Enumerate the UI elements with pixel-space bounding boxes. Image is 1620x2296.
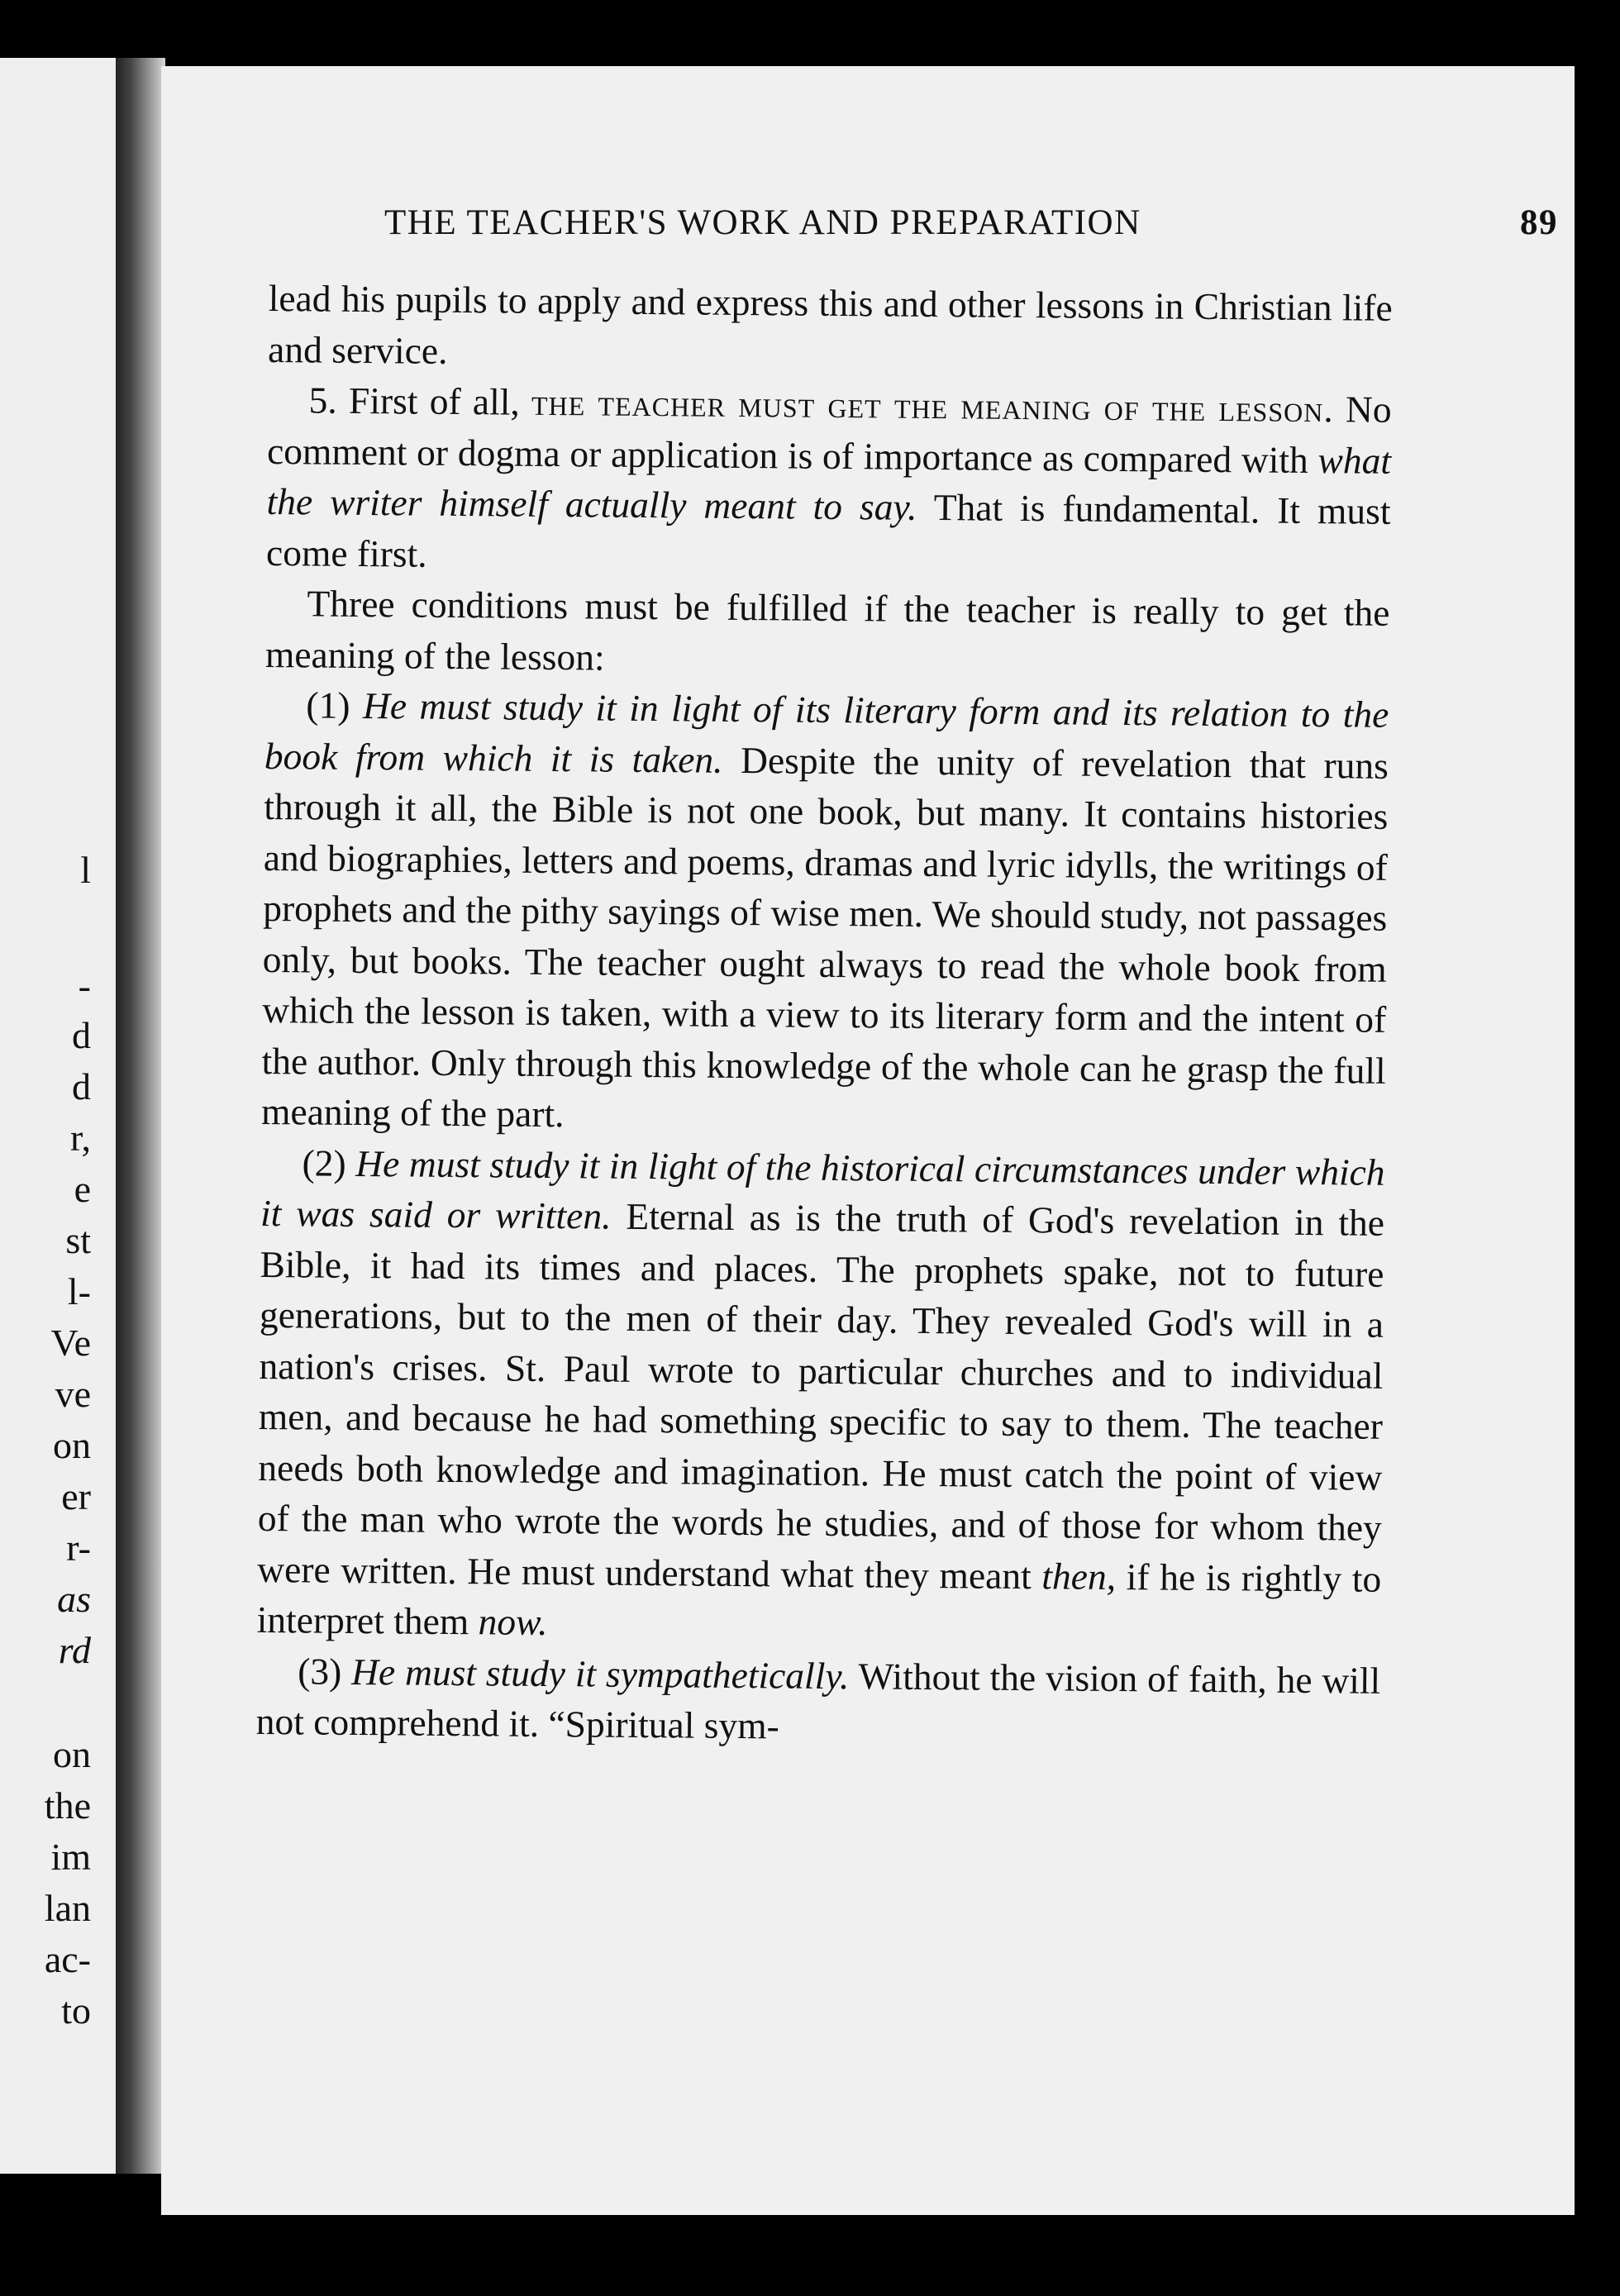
fragment: ac- (44, 1938, 91, 1980)
book-gutter-shadow (116, 58, 165, 2174)
italic-emphasis: now. (478, 1600, 548, 1644)
previous-page-edge (0, 58, 124, 2174)
fragment: Ve (50, 1322, 91, 1364)
paragraph-text: Without the vision of faith, he will not comprehend it. “Spiritual sym- (255, 1654, 1381, 1747)
fragment: ve (55, 1373, 91, 1415)
paragraph-condition-2 (257, 1136, 1385, 1655)
small-caps-emphasis: the teacher must get the meaning of the lesson. (531, 380, 1334, 431)
paragraph (268, 273, 1393, 384)
condition-number: (2) (302, 1141, 356, 1184)
italic-emphasis: He must study it in light of the historical circumstances under which it was said or written. (260, 1141, 1385, 1237)
paragraph-text: No comment or dogma or application is of importance as compared with (266, 388, 1392, 481)
condition-number: (1) (306, 684, 364, 727)
fragment: - (78, 965, 91, 1007)
italic-emphasis: He must study it in light of its literary form and its relation to the book from which it is taken. (264, 684, 1389, 781)
page-number: 89 (1520, 203, 1558, 242)
fragment: l (80, 849, 91, 891)
paragraph-point-5 (266, 374, 1392, 588)
fragment: d (72, 1065, 91, 1108)
fragment: r- (66, 1527, 91, 1569)
fragment: st (65, 1219, 91, 1261)
fragment: to (61, 1989, 91, 2032)
paragraph-text: That is fundamental. It must come first. (265, 485, 1391, 575)
fragment: l- (67, 1270, 91, 1312)
paragraph (265, 578, 1390, 689)
fragment: im (50, 1836, 91, 1878)
fragment: on (53, 1424, 91, 1466)
fragment: as (57, 1578, 91, 1620)
italic-emphasis: He must study it sympathetically. (350, 1650, 850, 1697)
italic-emphasis: what the writer himself actually meant to say. (266, 438, 1392, 528)
fragment: the (44, 1784, 91, 1827)
condition-number: (3) (298, 1649, 352, 1693)
paragraph-text: Eternal as is the truth of God's revelation in the Bible, it had its times and places. The prophets spake, not to future generations, but to the men of their day. They revealed God's will in a nation's crises. St. Paul wrote to particular churches and to individual men, and because he had something specific to say to them. The teacher needs both knowledge and imagination. He must catch the point of view of the man who wrote the words he studies, and of those for whom they were written. He must understand what they meant (257, 1194, 1385, 1597)
fragment: lan (44, 1887, 91, 1929)
italic-emphasis: then, (1041, 1554, 1117, 1598)
paragraph-text: lead his pupils to apply and express this and other lessons in Christian life and service. (267, 276, 1393, 372)
page-body (255, 273, 1393, 1756)
fragment: rd (58, 1629, 91, 1671)
paragraph-text: if he is rightly to interpret them (256, 1555, 1382, 1643)
paragraph-text: Despite the unity of revelation that runs through it all, the Bible is not one book, but many. It contains histories and biographies, letters and poems, dramas and lyric idylls, the writings of prophets and the pithy sayings of wise men. We should study, not passages only, but books. The teacher ought always to read the whole book from which the lesson is taken, with a view to its literary form and the intent of the author. Only through this knowledge of the whole can he grasp the full meaning of the part. (260, 738, 1389, 1136)
fragment: er (61, 1475, 91, 1517)
paragraph-condition-3 (255, 1645, 1380, 1756)
running-title: THE TEACHER'S WORK AND PREPARATION (384, 203, 1141, 242)
fragment: e (74, 1168, 91, 1210)
paragraph-text: 5. First of all, (308, 379, 532, 423)
paragraph-condition-1 (261, 679, 1389, 1146)
paragraph-text: Three conditions must be fulfilled if the teacher is really to get the meaning of the lesson: (264, 582, 1390, 679)
fragment: d (72, 1014, 91, 1056)
fragment: on (53, 1733, 91, 1775)
fragment: r, (70, 1117, 91, 1159)
book-page (161, 66, 1575, 2215)
